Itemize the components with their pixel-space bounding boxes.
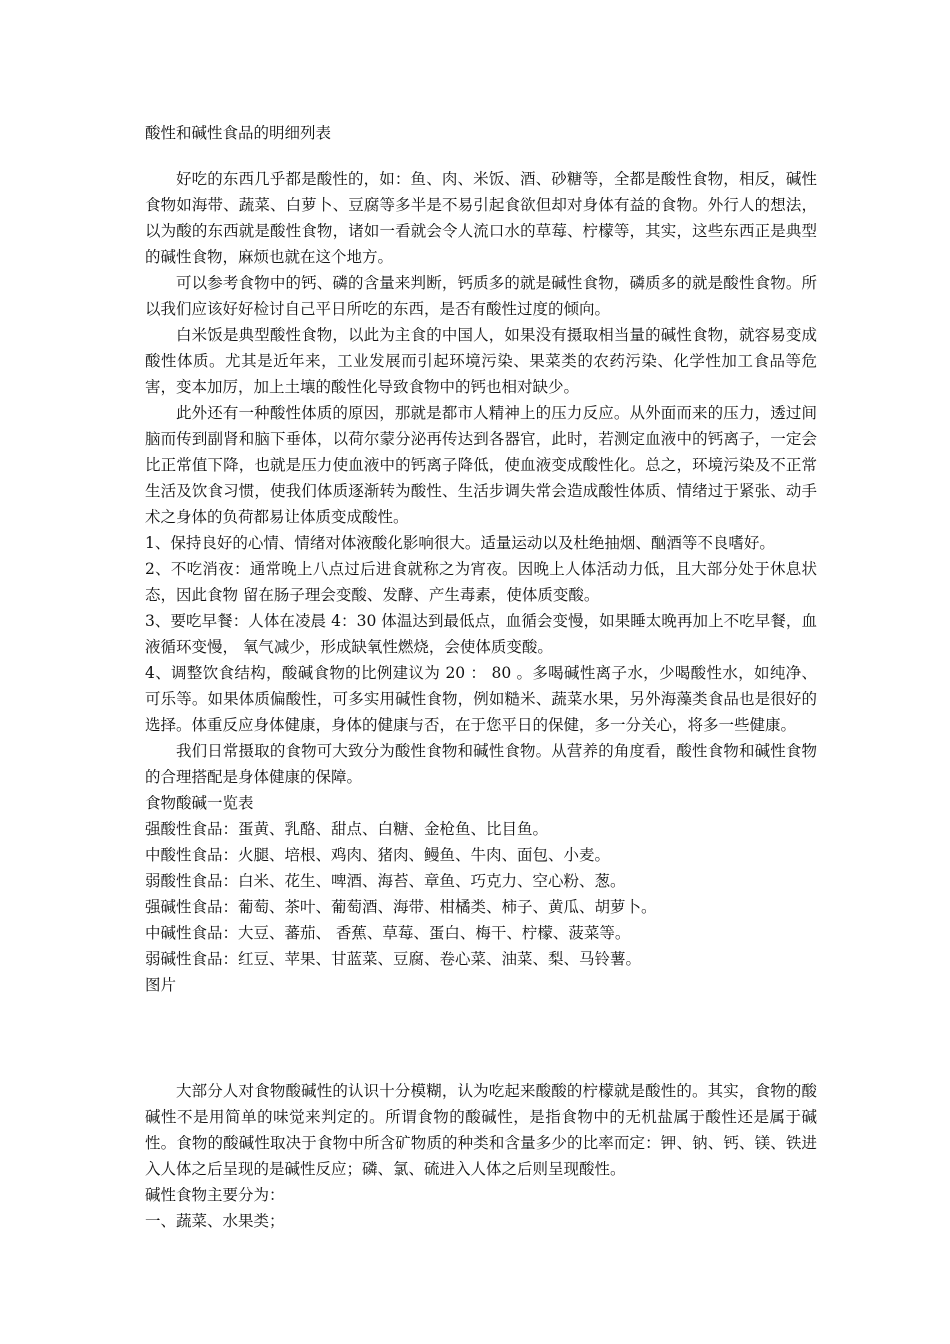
image-area — [145, 998, 817, 1078]
numbered-item-2: 2、不吃消夜：通常晚上八点过后进食就称之为宵夜。因晚上人体活动力低，且大部分处于休息状态，因此食物 留在肠子理会变酸、发酵、产生毒素，使体质变酸。 — [145, 560, 817, 604]
numbered-item-4: 4、调整饮食结构，酸碱食物的比例建议为 20 ： 80 。多喝碱性离子水，少喝酸性水，如纯净、可乐等。如果体质偏酸性，可多实用碱性食物，例如糙米、蔬菜水果，另外海藻类食品也是很好的选择。体重反应身体健康，身体的健康与否，在于您平日的保健，多一分关心，将多一些健康。 — [145, 664, 817, 734]
document-title: 酸性和碱性食品的明细列表 — [145, 124, 332, 142]
numbered-item-3: 3、要吃早餐：人体在凌晨 4：30 体温达到最低点，血循会变慢，如果睡太晚再加上不吃早餐，血液循环变慢， 氧气减少，形成缺氧性燃烧，会使体质变酸。 — [145, 612, 817, 656]
food-line-medium-alkaline: 中碱性食品：大豆、蕃茄、 香蕉、草莓、蛋白、梅干、柠檬、菠菜等。 — [145, 924, 631, 942]
summary-paragraph: 我们日常摄取的食物可大致分为酸性食物和碱性食物。从营养的角度看，酸性食物和碱性食物的合理搭配是身体健康的保障。 — [145, 742, 817, 786]
document-page — [145, 120, 817, 1234]
closing-paragraph: 大部分人对食物酸碱性的认识十分模糊，认为吃起来酸酸的柠檬就是酸性的。其实，食物的酸碱性不是用简单的味觉来判定的。所谓食物的酸碱性，是指食物中的无机盐属于酸性还是属于碱性。食物的酸碱性取决于食物中所含矿物质的种类和含量多少的比率而定：钾、钠、钙、镁、铁进入人体之后呈现的是碱性反应；磷、氯、硫进入人体之后则呈现酸性。 — [145, 1082, 817, 1178]
food-line-strong-alkaline: 强碱性食品：葡萄、茶叶、葡萄酒、海带、柑橘类、柿子、黄瓜、胡萝卜。 — [145, 898, 657, 916]
numbered-item-1: 1、保持良好的心情、情绪对体液酸化影响很大。适量运动以及杜绝抽烟、酗酒等不良嗜好。 — [145, 534, 775, 552]
table-heading: 食物酸碱一览表 — [145, 794, 254, 812]
food-line-strong-acid: 强酸性食品：蛋黄、乳酪、甜点、白糖、金枪鱼、比目鱼。 — [145, 820, 549, 838]
intro-paragraph-2: 可以参考食物中的钙、磷的含量来判断，钙质多的就是碱性食物，磷质多的就是酸性食物。所以我们应该好好检讨自己平日所吃的东西，是否有酸性过度的倾向。 — [145, 274, 817, 318]
alkaline-first-item: 一、蔬菜、水果类； — [145, 1212, 285, 1230]
intro-paragraph-3: 白米饭是典型酸性食物，以此为主食的中国人，如果没有摄取相当量的碱性食物，就容易变成酸性体质。尤其是近年来，工业发展而引起环境污染、果菜类的农药污染、化学性加工食品等危害，变本加厉，加上土壤的酸性化导致食物中的钙也相对缺少。 — [145, 326, 817, 396]
alkaline-heading: 碱性食物主要分为： — [145, 1186, 285, 1204]
intro-paragraph-1: 好吃的东西几乎都是酸性的，如：鱼、肉、米饭、酒、砂糖等，全都是酸性食物，相反，碱性食物如海带、蔬菜、白萝卜、豆腐等多半是不易引起食欲但却对身体有益的食物。外行人的想法，以为酸的东西就是酸性食物，诸如一看就会令人流口水的草莓、柠檬等，其实，这些东西正是典型的碱性食物，麻烦也就在这个地方。 — [145, 170, 817, 266]
image-label: 图片 — [145, 976, 177, 994]
food-line-weak-alkaline: 弱碱性食品：红豆、苹果、甘蓝菜、豆腐、卷心菜、油菜、梨、马铃薯。 — [145, 950, 642, 968]
food-line-weak-acid: 弱酸性食品：白米、花生、啤酒、海苔、章鱼、巧克力、空心粉、葱。 — [145, 872, 626, 890]
intro-paragraph-4: 此外还有一种酸性体质的原因，那就是都市人精神上的压力反应。从外面而来的压力，透过间脑而传到副肾和脑下垂体，以荷尔蒙分泌再传达到各器官，此时，若测定血液中的钙离子，一定会比正常值下降，也就是压力使血液中的钙离子降低，使血液变成酸性化。总之，环境污染及不正常生活及饮食习惯，使我们体质逐渐转为酸性、生活步调失常会造成酸性体质、情绪过于紧张、动手术之身体的负荷都易让体质变成酸性。 — [145, 404, 817, 526]
food-line-medium-acid: 中酸性食品：火腿、培根、鸡肉、猪肉、鳗鱼、牛肉、面包、小麦。 — [145, 846, 611, 864]
spacer — [145, 146, 817, 166]
